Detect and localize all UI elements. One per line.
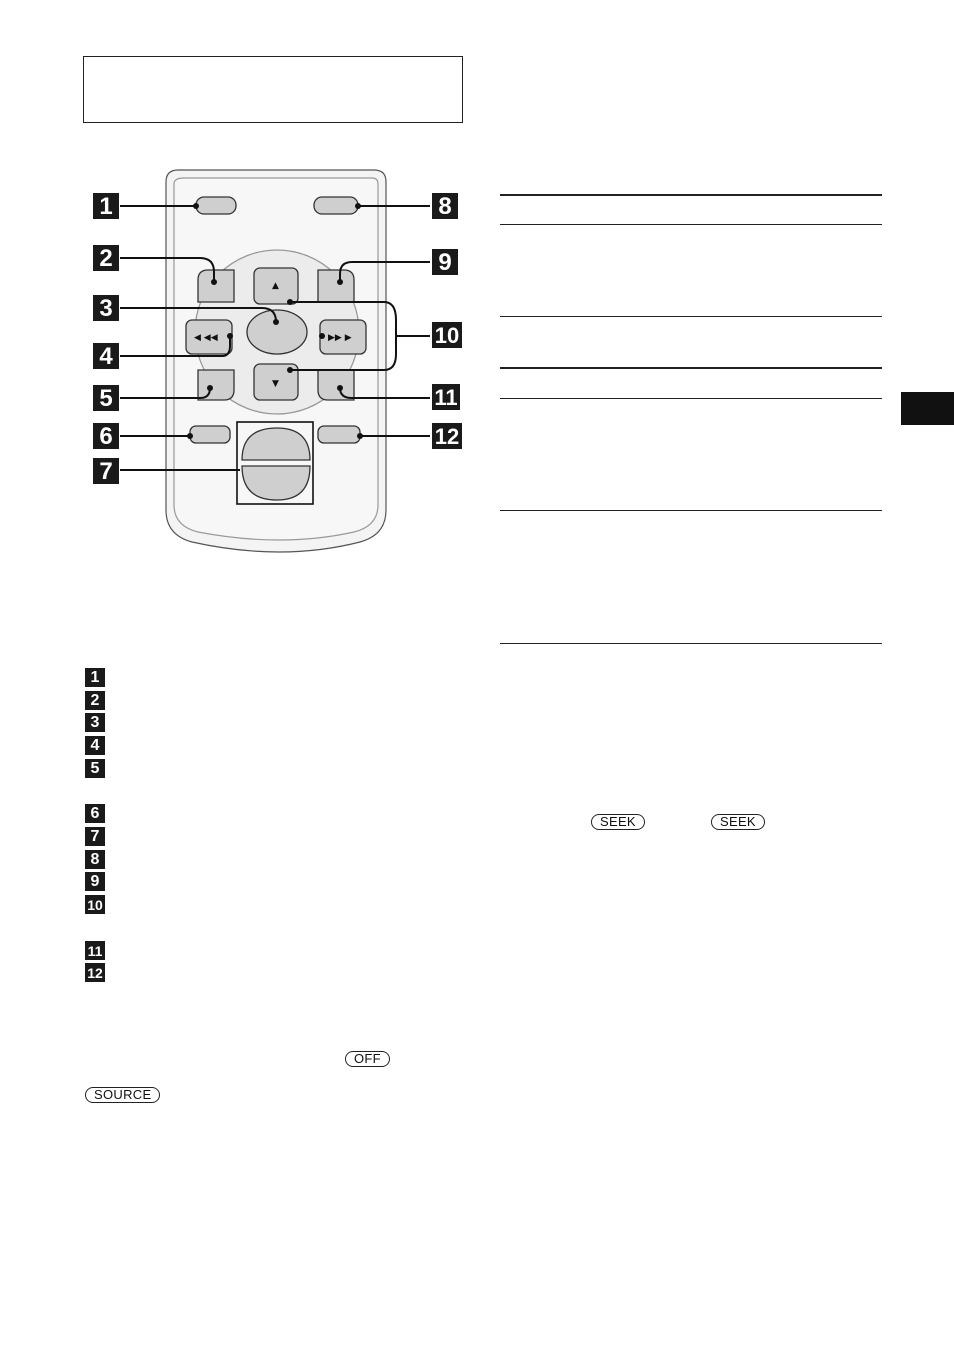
callout-5: 5: [93, 385, 119, 411]
callout-8: 8: [432, 193, 458, 219]
legend-11: 11: [85, 941, 105, 960]
callout-7: 7: [93, 458, 119, 484]
legend-2: 2: [85, 691, 105, 710]
callout-6: 6: [93, 423, 119, 449]
svg-text:▶▶ ▶: ▶▶ ▶: [328, 333, 352, 343]
callout-2: 2: [93, 245, 119, 271]
seek-key-right: SEEK: [711, 814, 765, 830]
off-key: OFF: [345, 1051, 390, 1067]
callout-1: 1: [93, 193, 119, 219]
table-rule: [500, 398, 882, 399]
legend-10: 10: [85, 895, 105, 914]
callout-3: 3: [93, 295, 119, 321]
callout-10: 10: [432, 322, 462, 348]
side-thumb-tab: [901, 392, 954, 425]
callout-4: 4: [93, 343, 119, 369]
svg-text:▲: ▲: [272, 281, 279, 291]
legend-3: 3: [85, 713, 105, 732]
seek-key-left: SEEK: [591, 814, 645, 830]
legend-4: 4: [85, 736, 105, 755]
callout-11: 11: [432, 384, 460, 410]
legend-7: 7: [85, 827, 105, 846]
table-rule: [500, 643, 882, 644]
remote-commander-illustration: [82, 160, 482, 570]
svg-text:▼: ▼: [272, 379, 279, 389]
table-rule: [500, 224, 882, 225]
legend-5: 5: [85, 759, 105, 778]
table-rule-top: [500, 194, 882, 196]
legend-1: 1: [85, 668, 105, 687]
legend-9: 9: [85, 872, 105, 891]
table-rule: [500, 316, 882, 317]
legend-6: 6: [85, 804, 105, 823]
table-rule: [500, 510, 882, 511]
callout-12: 12: [432, 423, 462, 449]
legend-12: 12: [85, 963, 105, 982]
callout-9: 9: [432, 249, 458, 275]
table-rule-top: [500, 367, 882, 369]
source-key: SOURCE: [85, 1087, 160, 1103]
title-box: [83, 56, 463, 123]
legend-8: 8: [85, 850, 105, 869]
svg-text:◀ ◀◀: ◀ ◀◀: [194, 333, 218, 343]
